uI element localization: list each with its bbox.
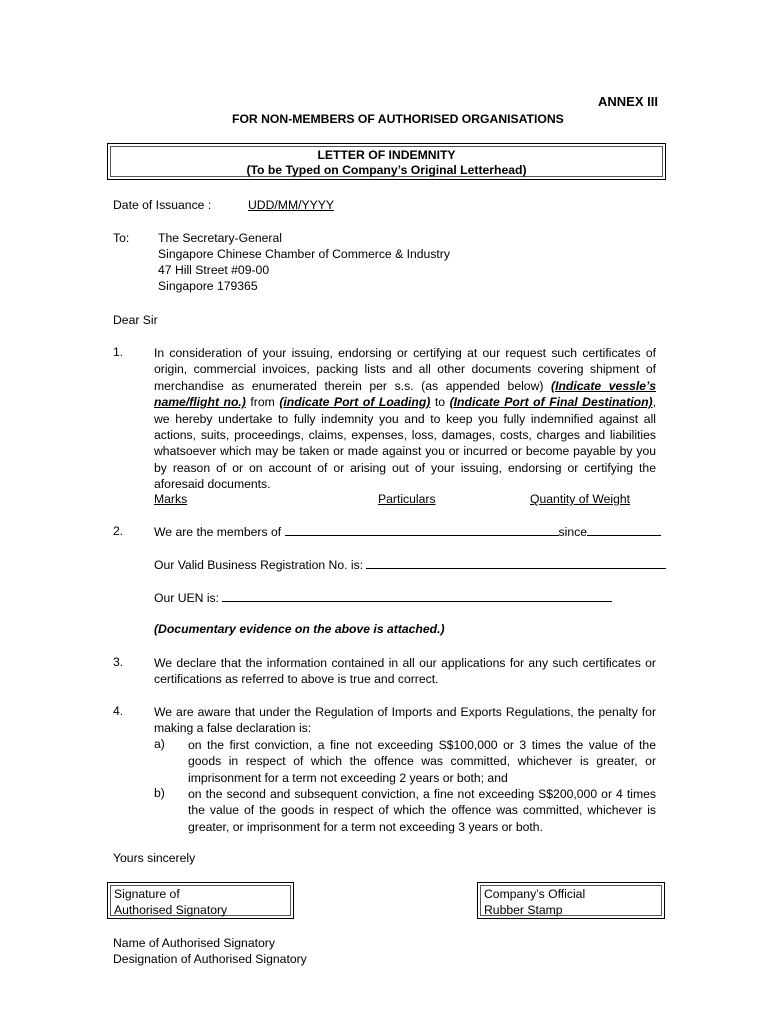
quantity-column-header: Quantity of Weight [530,492,631,506]
signature-label: Signature of [114,887,180,901]
signature-box[interactable] [107,882,294,919]
marks-column-header: Marks [154,492,188,506]
port-loading-placeholder: (indicate Port of Loading) [279,395,431,410]
vessel-placeholder: (Indicate vessle’s name/flight no.) [154,378,656,410]
para4-number: 4. [113,704,124,718]
rubber-stamp-box[interactable] [477,882,665,919]
para3-number: 3. [113,655,124,669]
signature-label: Authorised Signatory [114,903,228,917]
stamp-label: Rubber Stamp [484,903,563,917]
para4-b-text: on the second and subsequent conviction, a fine not exceeding S$200,000 or 4 times the value of the goods in respect of which the offence was committed, whichever is greater, or imprisonment for a term not exceeding 3 years or both. [188,787,656,834]
para1-number: 1. [113,345,124,359]
para3-text: We declare that the information contained in all our applications for any such certificates or certifications as referred to above is true and correct. [154,656,656,687]
members-blank[interactable] [285,524,559,536]
salutation: Dear Sir [113,313,158,327]
uen-blank[interactable] [222,590,612,602]
since-blank[interactable] [587,524,661,536]
annex-label: ANNEX III [598,94,658,109]
para4-text: We are aware that under the Regulation of Imports and Exports Regulations, the penalty for making a false declaration is: [154,705,656,736]
date-value: UDD/MM/YYYY [248,198,334,212]
brn-blank[interactable] [366,557,666,569]
address-line: The Secretary-General [158,231,282,245]
document-subtitle: FOR NON-MEMBERS OF AUTHORISED ORGANISATIONS [232,112,564,126]
address-line: Singapore Chinese Chamber of Commerce & Industry [158,247,450,261]
para4-b-label: b) [154,786,165,800]
letter-subtitle: (To be Typed on Company’s Original Letterhead) [246,163,527,177]
members-field: We are the members of since [154,524,661,539]
particulars-column-header: Particulars [378,492,436,506]
address-line: Singapore 179365 [158,279,258,293]
stamp-label: Company’s Official [484,887,586,901]
para1-text: In consideration of your issuing, endorsing or certifying at our request such certificates of origin, commercial invoices, packing lists and all other documents covering shipment of merchandise as enumerated therein per s.s. (as appended below) (Indicate vessle’s name/flight no.) from (indicate Port of Loading) to (Indicate Port of Final Destination), we hereby undertake to fully indemnity you and to keep you fully indemnified against all actions, suits, proceedings, claims, expenses, loss, damages, costs, charges and liabilities whatsoever which may be taken or made against you or incurred or become payable by you by reason of or on account of or arising out of your issuing, endorsing or certifying the aforesaid documents. [154,346,656,492]
para2-number: 2. [113,524,124,538]
to-label: To: [113,231,130,245]
date-label: Date of Issuance : [113,198,212,212]
brn-field: Our Valid Business Registration No. is: [154,557,666,572]
letter-title: LETTER OF INDEMNITY [317,148,456,162]
signatory-designation-label: Designation of Authorised Signatory [113,952,307,966]
closing: Yours sincerely [113,851,196,865]
address-line: 47 Hill Street #09-00 [158,263,270,277]
uen-field: Our UEN is: [154,590,612,605]
evidence-note: (Documentary evidence on the above is attached.) [154,622,445,636]
para4-a-text: on the first conviction, a fine not exceeding S$100,000 or 3 times the value of the goods in respect of which the offence was committed, whichever is greater, or imprisonment for a term not exceeding 2 years or both; and [188,738,656,785]
port-destination-placeholder: (Indicate Port of Final Destination) [449,395,653,410]
para4-a-label: a) [154,737,165,751]
title-box [107,143,666,180]
signatory-name-label: Name of Authorised Signatory [113,936,275,950]
